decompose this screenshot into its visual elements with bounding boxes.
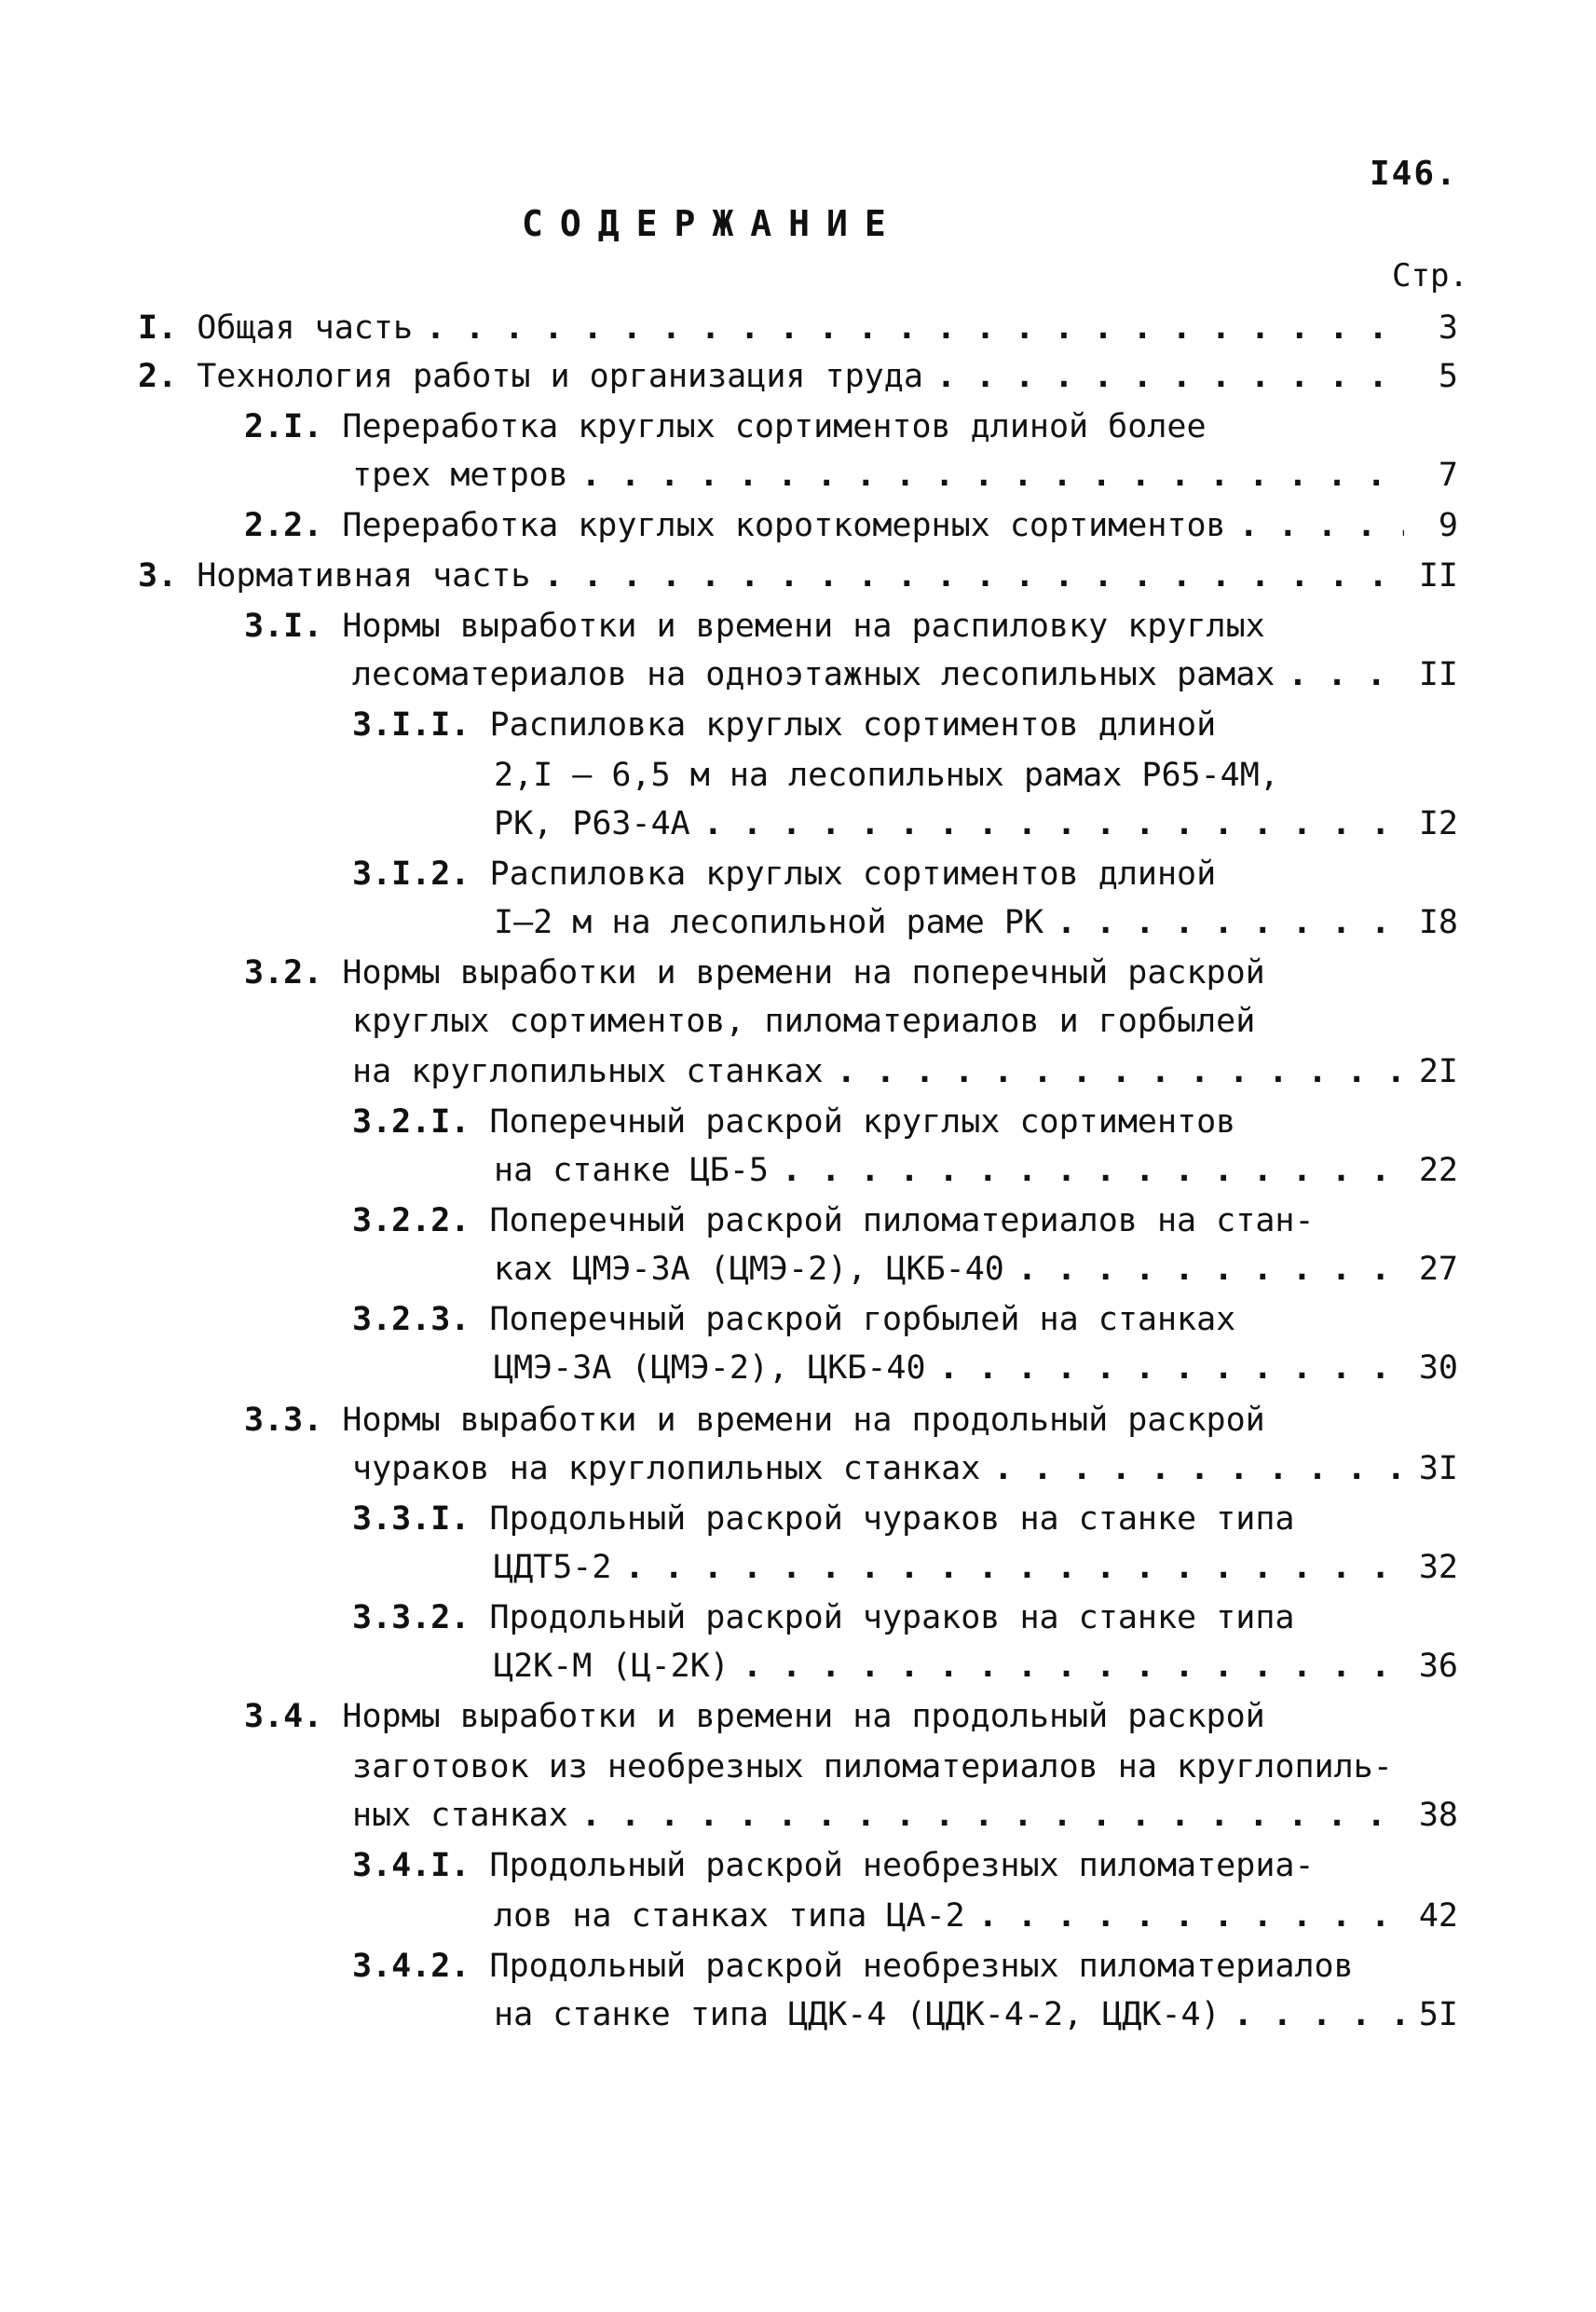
entry-title: на станке типа ЦДК-4 (ЦДК-4-2, ЦДК-4): [494, 1996, 1221, 2033]
toc-entry[interactable]: [138, 352, 1458, 401]
entry-number: 3.2.: [244, 954, 323, 992]
entry-number: 2.I.: [244, 408, 323, 445]
page-title: СОДЕРЖАНИЕ: [522, 203, 903, 244]
toc-entry-continuation[interactable]: [352, 451, 1458, 499]
dot-leader: [993, 1450, 1404, 1487]
entry-title: на станке ЦБ-5: [494, 1152, 770, 1189]
toc-entry[interactable]: [352, 1098, 1235, 1146]
entry-page: 38: [1418, 1797, 1458, 1834]
entry-page: 3I: [1418, 1450, 1458, 1487]
entry-page: II: [1418, 557, 1458, 595]
toc-entry[interactable]: [352, 1495, 1294, 1543]
dot-leader: [581, 457, 1404, 494]
entry-number: 2.: [138, 358, 178, 395]
dot-leader: [939, 1349, 1404, 1387]
toc-entry[interactable]: [138, 552, 1458, 600]
entry-number: 3.2.2.: [352, 1202, 471, 1239]
toc-entry[interactable]: [352, 850, 1216, 898]
entry-page: 7: [1438, 457, 1458, 494]
toc-entry-continuation[interactable]: [494, 1991, 1458, 2039]
toc-entry[interactable]: [244, 1692, 1265, 1741]
entry-page: 2I: [1418, 1053, 1458, 1090]
entry-title: Нормы выработки и времени на поперечный раскрой: [342, 954, 1265, 992]
entry-number: 3.I.: [244, 608, 323, 645]
toc-entry[interactable]: [352, 1295, 1235, 1344]
entry-title: Нормативная часть: [197, 557, 531, 595]
entry-title: I–2 м на лесопильной раме РК: [494, 904, 1044, 941]
entry-title: Переработка круглых сортиментов длиной более: [342, 408, 1207, 445]
entry-title: лов на станках типа ЦА-2: [494, 1897, 965, 1935]
entry-page: 5: [1438, 358, 1458, 395]
entry-number: 3.: [138, 557, 178, 595]
dot-leader: [936, 358, 1404, 395]
entry-number: 3.I.2.: [352, 855, 471, 893]
dot-leader: [703, 805, 1404, 842]
entry-page: II: [1418, 656, 1458, 693]
entry-title: Продольный раскрой чураков на станке типа: [489, 1599, 1295, 1636]
toc-entry-continuation[interactable]: [494, 1543, 1458, 1592]
toc-entry-continuation[interactable]: [494, 1245, 1458, 1293]
entry-title: Поперечный раскрой горбылей на станках: [489, 1301, 1236, 1338]
entry-page: 22: [1418, 1152, 1458, 1189]
entry-number: I.: [138, 309, 178, 347]
entry-page: 42: [1418, 1897, 1458, 1935]
entry-number: 3.3.I.: [352, 1500, 471, 1538]
entry-title: ЦМЭ-3А (ЦМЭ-2), ЦКБ-40: [494, 1349, 926, 1387]
entry-number: 3.4.2.: [352, 1948, 471, 1985]
toc-entry[interactable]: [244, 501, 1458, 550]
toc-entry-continuation[interactable]: [352, 1791, 1458, 1840]
toc-entry-continuation[interactable]: [494, 751, 1279, 800]
entry-title: трех метров: [352, 457, 568, 494]
entry-title: Продольный раскрой необрезных пиломатериалов: [489, 1948, 1354, 1985]
toc-entry[interactable]: [352, 1841, 1315, 1890]
entry-page: 5I: [1418, 1996, 1458, 2033]
toc-entry[interactable]: [244, 949, 1265, 997]
entry-page: I8: [1418, 904, 1458, 941]
toc-entry-continuation[interactable]: [494, 1344, 1458, 1392]
toc-entry[interactable]: [352, 1594, 1294, 1642]
entry-title: Технология работы и организация труда: [197, 358, 923, 395]
entry-title: Переработка круглых короткомерных сортиментов: [342, 507, 1226, 544]
toc-entry[interactable]: [244, 403, 1207, 451]
entry-title: Продольный раскрой чураков на станке типа: [489, 1500, 1295, 1538]
entry-title: Распиловка круглых сортиментов длиной: [489, 855, 1217, 893]
dot-leader: [581, 1797, 1404, 1834]
entry-number: 3.2.3.: [352, 1301, 471, 1338]
entry-title: Поперечный раскрой пиломатериалов на стан-: [489, 1202, 1315, 1239]
entry-number: 2.2.: [244, 507, 323, 544]
dot-leader: [1239, 507, 1404, 544]
toc-entry-continuation[interactable]: [352, 1743, 1393, 1791]
entry-page: 36: [1418, 1648, 1458, 1685]
entry-title: чураков на круглопильных станках: [352, 1450, 981, 1487]
toc-entry-continuation[interactable]: [494, 1642, 1458, 1690]
entry-title: 2,I – 6,5 м на лесопильных рамах Р65-4М,: [494, 757, 1279, 794]
entry-page: 9: [1438, 507, 1458, 544]
entry-page: 3: [1438, 309, 1458, 347]
page-number: I46.: [1370, 155, 1458, 193]
entry-page: 30: [1418, 1349, 1458, 1387]
toc-entry[interactable]: [352, 1942, 1354, 1991]
toc-entry-continuation[interactable]: [352, 1047, 1458, 1096]
dot-leader: [1017, 1251, 1404, 1288]
entry-title: ЦДТ5-2: [494, 1549, 612, 1586]
entry-title: Продольный раскрой необрезных пиломатериа-: [489, 1847, 1315, 1884]
dot-leader: [1234, 1996, 1404, 2033]
toc-entry[interactable]: [244, 602, 1265, 650]
entry-number: 3.3.2.: [352, 1599, 471, 1636]
toc-entry[interactable]: [352, 701, 1216, 749]
toc-entry-continuation[interactable]: [352, 650, 1458, 699]
entry-page: 27: [1418, 1251, 1458, 1288]
toc-entry-continuation[interactable]: [494, 898, 1458, 947]
toc-entry-continuation[interactable]: [352, 997, 1255, 1046]
entry-page: 32: [1418, 1549, 1458, 1586]
entry-page: I2: [1418, 805, 1458, 842]
entry-title: заготовок из необрезных пиломатериалов на круглопиль-: [352, 1748, 1393, 1785]
entry-title: Распиловка круглых сортиментов длиной: [489, 706, 1217, 744]
entry-number: 3.I.I.: [352, 706, 471, 744]
toc-entry[interactable]: [138, 304, 1458, 352]
dot-leader: [426, 309, 1404, 347]
entry-title: ных станках: [352, 1797, 568, 1834]
entry-title: круглых сортиментов, пиломатериалов и горбылей: [352, 1003, 1256, 1040]
dot-leader: [978, 1897, 1404, 1935]
entry-number: 3.2.I.: [352, 1103, 471, 1141]
dot-leader: [782, 1152, 1404, 1189]
entry-number: 3.3.: [244, 1402, 323, 1439]
entry-title: РК, Р63-4А: [494, 805, 690, 842]
entry-number: 3.4.: [244, 1698, 323, 1735]
dot-leader: [543, 557, 1404, 595]
dot-leader: [1288, 656, 1404, 693]
entry-title: лесоматериалов на одноэтажных лесопильных рамах: [352, 656, 1275, 693]
dot-leader: [624, 1549, 1404, 1586]
entry-title: на круглопильных станках: [352, 1053, 824, 1090]
dot-leader: [837, 1053, 1404, 1090]
toc-entry-continuation[interactable]: [494, 800, 1458, 848]
toc-entry[interactable]: [244, 1396, 1265, 1444]
toc-entry-continuation[interactable]: [494, 1892, 1458, 1940]
entry-title: ках ЦМЭ-3А (ЦМЭ-2), ЦКБ-40: [494, 1251, 1004, 1288]
toc-entry-continuation[interactable]: [352, 1444, 1458, 1493]
entry-number: 3.4.I.: [352, 1847, 471, 1884]
entry-title: Ц2К-М (Ц-2К): [494, 1648, 730, 1685]
toc-entry-continuation[interactable]: [494, 1146, 1458, 1195]
entry-title: Общая часть: [197, 309, 414, 347]
dot-leader: [1057, 904, 1404, 941]
entry-title: Нормы выработки и времени на распиловку круглых: [342, 608, 1265, 645]
dot-leader: [743, 1648, 1404, 1685]
entry-title: Нормы выработки и времени на продольный раскрой: [342, 1402, 1265, 1439]
toc-entry[interactable]: [352, 1197, 1315, 1245]
entry-title: Нормы выработки и времени на продольный раскрой: [342, 1698, 1265, 1735]
pages-column-label: Стр.: [1392, 257, 1468, 294]
entry-title: Поперечный раскрой круглых сортиментов: [489, 1103, 1236, 1141]
